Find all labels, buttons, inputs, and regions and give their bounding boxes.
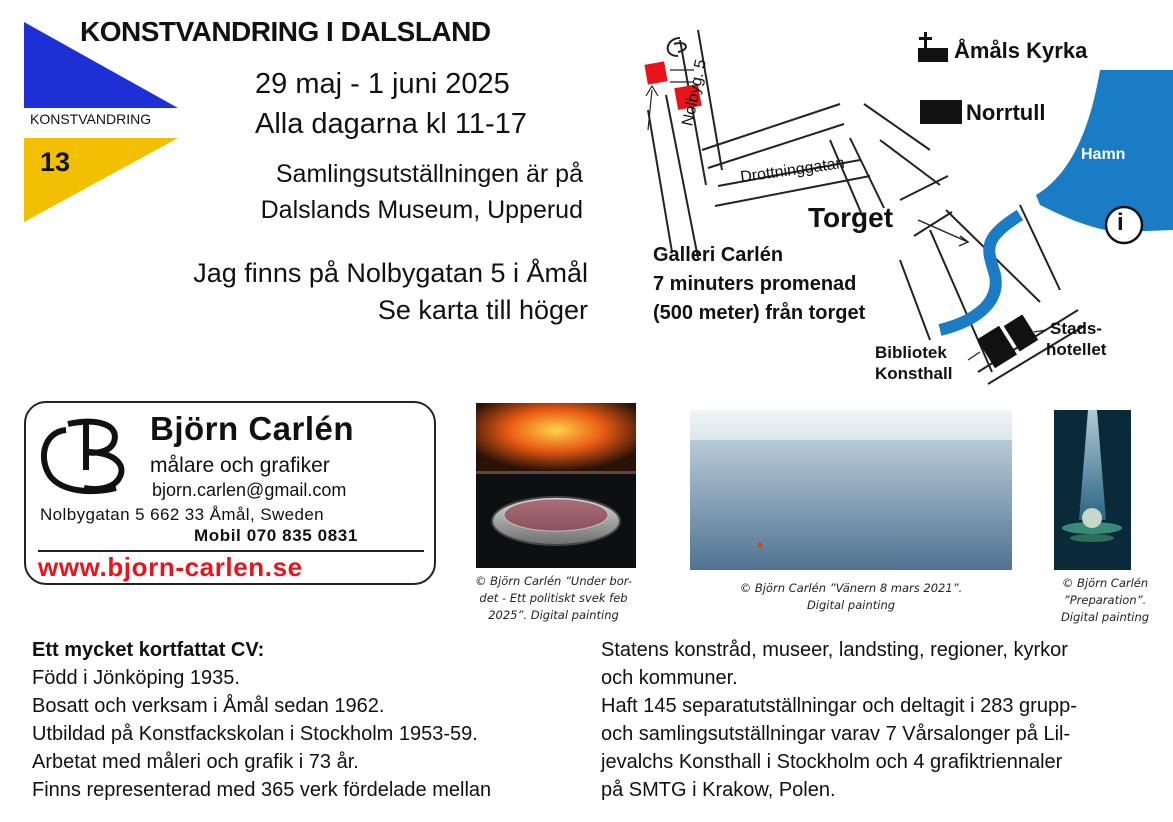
gallery-marker-1 <box>644 61 667 84</box>
caption-1-line-2: det - Ett politiskt svek feb <box>479 591 628 605</box>
gallery-label-line-3: (500 meter) från torget <box>653 302 866 324</box>
map-label-norrtull: Norrtull <box>966 100 1046 125</box>
card-name: Björn Carlén <box>150 410 355 447</box>
card-mobile: Mobil 070 835 0831 <box>194 526 358 545</box>
caption-3-line-3: Digital painting <box>1060 610 1150 624</box>
stads-line-2: hotellet <box>1046 340 1107 359</box>
page-title: KONSTVANDRING I DALSLAND <box>80 16 491 47</box>
artwork-preparation <box>1054 410 1131 570</box>
church-cross-horizontal <box>919 37 932 40</box>
event-dates: 29 maj - 1 juni 2025 <box>255 68 510 100</box>
river <box>940 215 1020 330</box>
info-icon: i <box>1117 209 1124 236</box>
library-arrow <box>968 352 980 360</box>
cv-right-line-2: och kommuner. <box>601 667 738 689</box>
map-label-torget: Torget <box>808 202 894 233</box>
caption-2-line-2: Digital painting <box>806 598 896 612</box>
card-address: Nolbygatan 5 662 33 Åmål, Sweden <box>40 505 325 524</box>
cv-left-line-2: Bosatt och verksam i Åmål sedan 1962. <box>32 695 385 717</box>
caption-2-line-1: © Björn Carlén ”Vänern 8 mars 2021”. <box>739 581 963 595</box>
map-label-gallery <box>653 241 865 328</box>
map-label-church: Åmåls Kyrka <box>954 38 1088 63</box>
location-line-1: Jag finns på Nolbygatan 5 i Åmål <box>193 258 588 288</box>
cv-left-line-1: Född i Jönköping 1935. <box>32 667 240 689</box>
torget-arrowhead <box>959 236 968 246</box>
caption-artwork-3 <box>1040 575 1170 626</box>
map-label-stadshotellet <box>1046 318 1106 360</box>
caption-artwork-1 <box>451 573 656 624</box>
artwork-under-bordet <box>476 403 636 568</box>
map-label-hamn: Hamn <box>1081 146 1126 163</box>
caption-1-line-1: © Björn Carlén ”Under bor- <box>475 574 632 588</box>
norrtull-building <box>920 100 962 124</box>
cv-left-line-4: Arbetat med måleri och grafik i 73 år. <box>32 751 359 773</box>
cv-right-line-6: på SMTG i Krakow, Polen. <box>601 779 836 801</box>
map-label-drottninggatan: Drottninggatan <box>739 154 846 187</box>
collection-line-1: Samlingsutställningen är på <box>275 160 583 188</box>
cv-left-line-3: Utbildad på Konstfackskolan i Stockholm 1953-59. <box>32 723 478 745</box>
caption-1-line-3: 2025”. Digital painting <box>488 608 619 622</box>
cv-right-line-3: Haft 145 separatutställningar och deltagit i 283 grupp- <box>601 695 1077 717</box>
church-cross-vertical <box>924 32 927 50</box>
collection-line-2: Dalslands Museum, Upperud <box>260 196 583 224</box>
artwork-vanern <box>690 410 1012 570</box>
map-label-bibliotek <box>875 342 952 384</box>
stads-line-1: Stads- <box>1050 319 1102 338</box>
card-website[interactable]: www.bjorn-carlen.se <box>38 552 303 582</box>
card-subtitle: målare och grafiker <box>150 454 330 477</box>
cv-right-column <box>601 636 1077 804</box>
church-building <box>918 48 948 62</box>
gallery-label-line-1: Galleri Carlén <box>653 244 784 266</box>
cv-left-column <box>32 636 491 804</box>
bibliotek-line-1: Bibliotek <box>875 343 947 362</box>
cv-left-line-5: Finns representerad med 365 verk fördelade mellan <box>32 779 492 801</box>
gallery-label-line-2: 7 minuters promenad <box>653 273 857 295</box>
bc-monogram-icon <box>36 410 146 500</box>
caption-3-line-2: ”Preparation”. <box>1063 593 1147 607</box>
location-line-2: Se karta till höger <box>377 295 588 325</box>
logo-word: KONSTVANDRING <box>30 111 152 127</box>
map-label-nolbyg: Nolbyg. 5 <box>679 57 711 128</box>
info-circle <box>1106 207 1142 243</box>
cv-right-line-1: Statens konstråd, museer, landsting, regioner, kyrkor <box>601 639 1068 661</box>
cv-heading: Ett mycket kortfattat CV: <box>32 639 265 661</box>
caption-3-line-1: © Björn Carlén <box>1061 576 1149 590</box>
bibliotek-line-2: Konsthall <box>875 364 953 383</box>
caption-artwork-2 <box>690 580 1012 614</box>
card-email[interactable]: bjorn.carlen@gmail.com <box>152 480 347 500</box>
event-hours: Alla dagarna kl 11-17 <box>255 108 527 140</box>
cv-right-line-5: jevalchs Konsthall i Stockholm och 4 grafiktriennaler <box>601 751 1063 773</box>
cv-right-line-4: och samlingsutställningar varav 7 Vårsalonger på Lil- <box>601 723 1071 745</box>
logo-number: 13 <box>40 147 71 177</box>
